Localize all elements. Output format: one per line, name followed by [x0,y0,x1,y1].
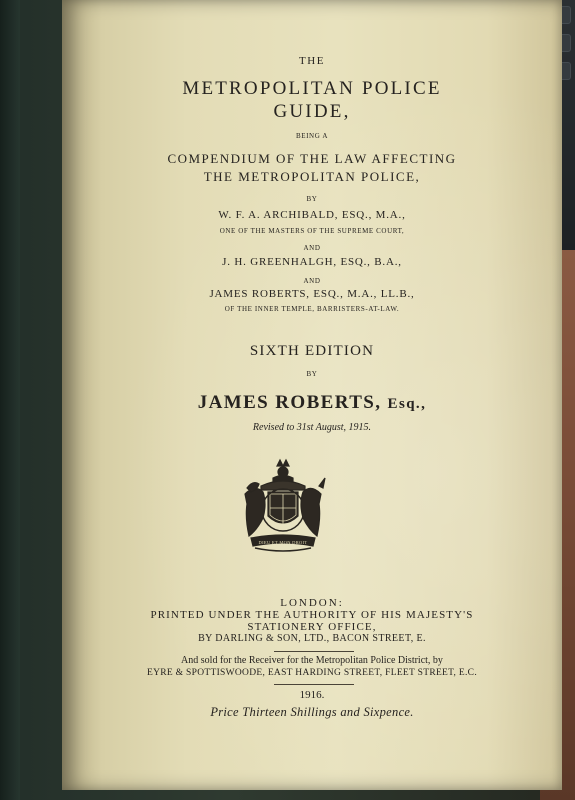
sold-line-2: EYRE & SPOTTISWOODE, EAST HARDING STREET, FLEET STREET, E.C. [147,668,477,678]
divider-rule [274,651,354,652]
author-3-note: OF THE INNER TEMPLE, BARRISTERS-AT-LAW. [224,305,400,313]
imprint-line-1: PRINTED UNDER THE AUTHORITY OF HIS MAJESTY'S [150,609,474,621]
editor-suffix: Esq., [387,396,427,412]
and-1: AND [303,244,321,252]
imprint-city: LONDON: [280,597,344,609]
title-the: THE [299,55,325,67]
price: Price Thirteen Shillings and Sixpence. [210,705,414,719]
author-1-note: ONE OF THE MASTERS OF THE SUPREME COURT, [219,227,405,235]
author-1: W. F. A. ARCHIBALD, ESQ., M.A., [218,209,406,221]
and-2: AND [303,277,321,285]
title-line-2: GUIDE, [273,101,351,122]
being-a: BEING A [295,132,328,140]
editor-name: JAMES ROBERTS, [197,392,382,413]
author-3: JAMES ROBERTS, ESQ., M.A., LL.B., [209,288,415,300]
revised-date: Revised to 31st August, 1915. [252,422,372,433]
by-2: BY [306,370,318,378]
subtitle-line-2: THE METROPOLITAN POLICE, [203,169,421,184]
sold-line-1: And sold for the Receiver for the Metropolitan Police District, by [181,655,443,666]
by-1: BY [306,195,318,203]
author-2: J. H. GREENHALGH, ESQ., B.A., [222,256,402,268]
subtitle-line-1: COMPENDIUM OF THE LAW AFFECTING [167,151,457,166]
royal-coat-of-arms [237,458,329,556]
divider-rule [274,684,354,685]
edition: SIXTH EDITION [249,343,375,359]
title-page [62,0,562,790]
crest-motto: DIEU ET MON DROIT [258,540,308,545]
editor [62,392,562,414]
title-line-1: METROPOLITAN POLICE [182,78,442,99]
imprint-line-2: STATIONERY OFFICE, [247,621,377,633]
imprint-line-3: BY DARLING & SON, LTD., BACON STREET, E. [198,633,426,644]
year: 1916. [299,689,325,701]
